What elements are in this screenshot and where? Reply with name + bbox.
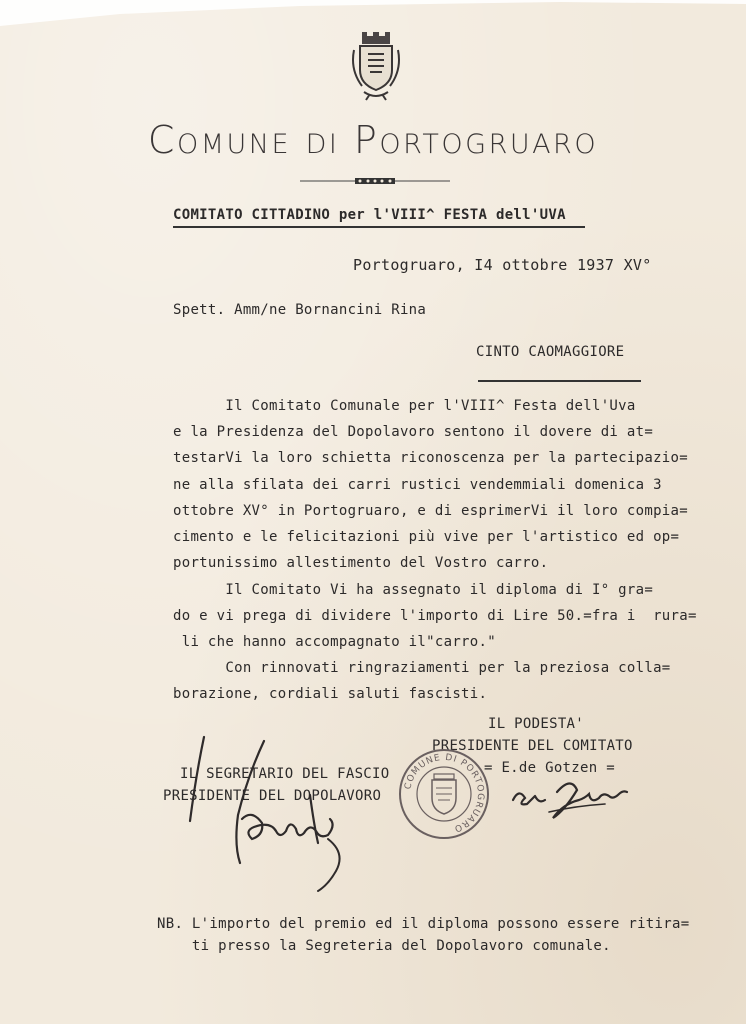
coat-of-arms-icon bbox=[348, 30, 404, 102]
fascio-secretary-title: IL SEGRETARIO DEL FASCIO bbox=[180, 766, 390, 782]
podesta-handwritten-signature bbox=[505, 770, 630, 825]
body-line: e la Presidenza del Dopolavoro sentono il dovere di at= bbox=[173, 424, 654, 440]
body-line: Il Comitato Comunale per l'VIII^ Festa dell'Uva bbox=[173, 398, 636, 414]
committee-heading: COMITATO CITTADINO per l'VIII^ FESTA dell'UVA bbox=[173, 207, 566, 223]
recipient-name: Spett. Amm/ne Bornancini Rina bbox=[173, 302, 427, 318]
body-line: borazione, cordiali saluti fascisti. bbox=[173, 686, 488, 702]
stamp-text: COMUNE DI PORTOGRUARO bbox=[403, 752, 486, 834]
body-line: ne alla sfilata dei carri rustici vendemmiali domenica 3 bbox=[173, 477, 662, 493]
secretary-handwritten-signature bbox=[178, 735, 363, 895]
body-line: Il Comitato Vi ha assegnato il diploma di I° gra= bbox=[173, 582, 654, 598]
podesta-name: = E.de Gotzen = bbox=[484, 760, 615, 776]
podesta-title: IL PODESTA' bbox=[488, 716, 585, 732]
committee-president-title: PRESIDENTE DEL COMITATO bbox=[432, 738, 633, 754]
torn-top-edge bbox=[0, 0, 746, 30]
body-line: cimento e le felicitazioni più vive per l'artistico ed op= bbox=[173, 529, 680, 545]
footnote-line: ti presso la Segreteria del Dopolavoro comunale. bbox=[157, 938, 611, 954]
municipal-stamp bbox=[398, 748, 490, 840]
date-line: Portogruaro, I4 ottobre 1937 XV° bbox=[353, 256, 652, 274]
body-line: ottobre XV° in Portogruaro, e di esprimerVi il loro compia= bbox=[173, 503, 688, 519]
body-line: li che hanno accompagnato il"carro." bbox=[173, 634, 496, 650]
ornament-divider bbox=[300, 175, 450, 187]
dopolavoro-president-title: PRESIDENTE DEL DOPOLAVORO bbox=[163, 788, 382, 804]
body-line: portunissimo allestimento del Vostro carro. bbox=[173, 555, 549, 571]
body-line: do e vi prega di dividere l'importo di Lire 50.=fra i rura= bbox=[173, 608, 697, 624]
body-line: Con rinnovati ringraziamenti per la preziosa colla= bbox=[173, 660, 671, 676]
body-line: testarVi la loro schietta riconoscenza per la partecipazio= bbox=[173, 450, 688, 466]
footnote-line: NB. L'importo del premio ed il diploma possono essere ritira= bbox=[157, 916, 690, 932]
place-underline bbox=[478, 380, 641, 382]
letterhead-title: Comune di Portogruaro bbox=[147, 118, 599, 162]
heading-underline bbox=[173, 226, 585, 228]
recipient-place: CINTO CAOMAGGIORE bbox=[476, 344, 625, 360]
